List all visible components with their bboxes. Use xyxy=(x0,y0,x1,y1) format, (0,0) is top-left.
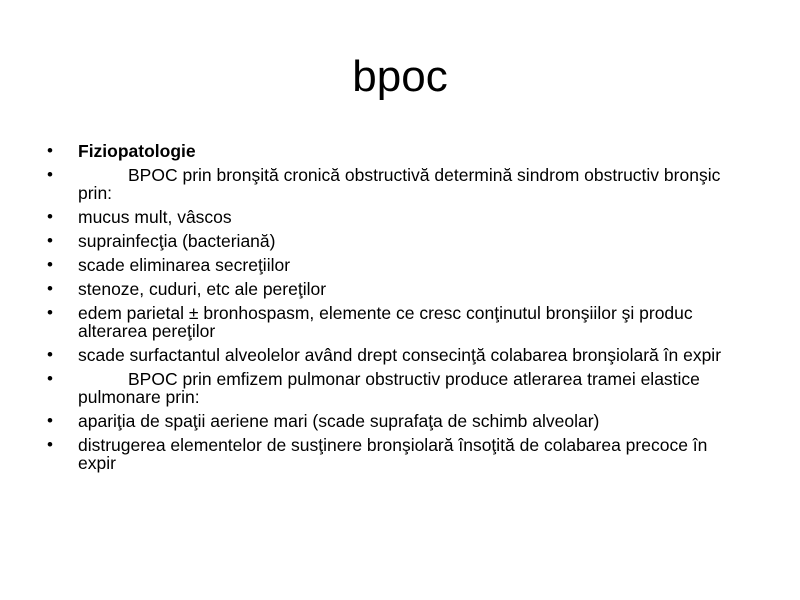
bullet-item xyxy=(44,412,744,430)
bullet-dot-icon: • xyxy=(47,231,53,250)
bullet-item xyxy=(44,346,744,364)
bullet-text: suprainfecţia (bacteriană) xyxy=(78,231,276,251)
bullet-dot-icon: • xyxy=(47,345,53,364)
bullet-text: stenoze, cuduri, etc ale pereţilor xyxy=(78,279,327,299)
bullet-text: mucus mult, vâscos xyxy=(78,207,232,227)
bullet-item xyxy=(44,142,744,160)
bullet-item xyxy=(44,436,744,472)
bullet-text: BPOC prin bronşită cronică obstructivă determină sindrom obstructiv bronşic prin: xyxy=(78,165,721,203)
bullet-text: distrugerea elementelor de susţinere bronşiolară însoţită de colabarea precoce în expir xyxy=(78,435,708,473)
bullet-dot-icon: • xyxy=(47,369,53,388)
bullet-dot-icon: • xyxy=(47,141,53,160)
bullet-dot-icon: • xyxy=(47,435,53,454)
bullet-text: apariţia de spaţii aeriene mari (scade suprafaţa de schimb alveolar) xyxy=(78,411,600,431)
bullet-list xyxy=(44,142,744,478)
bullet-dot-icon: • xyxy=(47,303,53,322)
bullet-item xyxy=(44,280,744,298)
bullet-text: BPOC prin emfizem pulmonar obstructiv produce atlerarea tramei elastice pulmonare prin: xyxy=(78,369,700,407)
bullet-dot-icon: • xyxy=(47,165,53,184)
bullet-dot-icon: • xyxy=(47,255,53,274)
bullet-item xyxy=(44,232,744,250)
bullet-text: scade surfactantul alveolelor având drept consecinţă colabarea bronşiolară în expir xyxy=(78,345,722,365)
section-heading: Fiziopatologie xyxy=(78,141,196,161)
bullet-item xyxy=(44,256,744,274)
bullet-item xyxy=(44,208,744,226)
bullet-dot-icon: • xyxy=(47,411,53,430)
bullet-item xyxy=(44,370,744,406)
bullet-item xyxy=(44,166,744,202)
bullet-dot-icon: • xyxy=(47,279,53,298)
slide-title: bpoc xyxy=(352,52,448,101)
bullet-text: scade eliminarea secreţiilor xyxy=(78,255,291,275)
bullet-text: edem parietal ± bronhospasm, elemente ce cresc conţinutul bronşiilor şi produc alterarea pereţilor xyxy=(78,303,693,341)
bullet-dot-icon: • xyxy=(47,207,53,226)
bullet-item xyxy=(44,304,744,340)
